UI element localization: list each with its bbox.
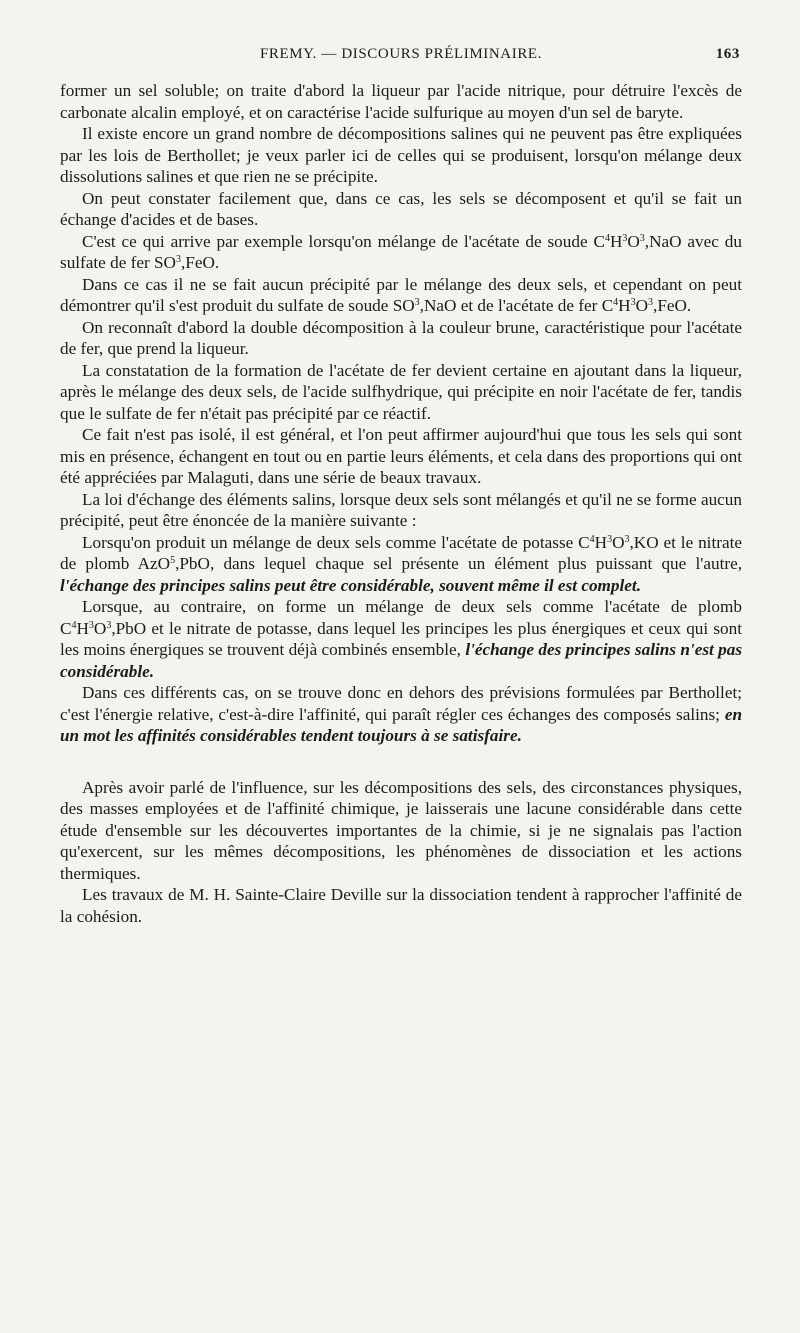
paragraph: Après avoir parlé de l'influence, sur les décompositions des sels, des circonstances physiques, des masses employées et de l'affinité chimique, je laisserais une lacune considérable dans cette étude d'ensemble sur les découvertes importantes de la chimie, si je ne signalais pas l'action qu'exercent, sur les mêmes décompositions, les phénomènes de dissociation et les actions thermiques. <box>60 777 742 883</box>
running-title: FREMY. — DISCOURS PRÉLIMINAIRE. <box>259 46 543 62</box>
paragraph: Lorsque, au contraire, on forme un mélange de deux sels comme l'acétate de plomb $C^4H^3O^3,PbO$ et le nitrate de potasse, dans lequel les principes les plus énergiques et ceux qui sont les moins énergiques se trouvent déjà combinés ensemble, l'échange des principes salins n'est pas considérable. <box>60 597 743 681</box>
paragraph: La constatation de la formation de l'acétate de fer devient certaine en ajoutant dans la liqueur, après le mélange des deux sels, de l'acide sulfhydrique, qui précipite en noir l'acétate de fer, tandis que le sulfate de fer n'était pas précipité par ce réactif. <box>60 360 742 423</box>
paragraph: former un sel soluble; on traite d'abord la liqueur par l'acide nitrique, pour détruire l'excès de carbonate alcalin employé, et on caractérise l'acide sulfurique au moyen d'un sel de baryte. <box>60 81 742 122</box>
paragraph: La loi d'échange des éléments salins, lorsque deux sels sont mélangés et qu'il ne se forme aucun précipité, peut être énoncée de la manière suivante : <box>60 489 742 530</box>
page-header <box>60 46 742 66</box>
paragraph: Dans ces différents cas, on se trouve donc en dehors des prévisions formulées par Berthollet; c'est l'énergie relative, c'est-à-dire l'affinité, qui paraît régler ces échanges des composés salins; en un mot les affinités considérables tendent toujours à se satisfaire. <box>60 683 742 745</box>
paragraph: Ce fait n'est pas isolé, il est général, et l'on peut affirmer aujourd'hui que tous les sels qui sont mis en présence, échangent en tout ou en partie leurs éléments, et cela dans des proportions qui ont été appréciées par Malaguti, dans une série de beaux travaux. <box>60 425 742 487</box>
emphasis: l'échange des principes salins n'est pas considérable. <box>60 640 743 681</box>
paragraph: Les travaux de M. H. Sainte-Claire Deville sur la dissociation tendent à rapprocher l'affinité de la cohésion. <box>60 885 742 926</box>
paragraph: On peut constater facilement que, dans ce cas, les sels se décomposent et qu'il se fait un échange d'acides et de bases. <box>60 188 742 229</box>
paragraph: Dans ce cas il ne se fait aucun précipité par le mélange des deux sels, et cependant on peut démontrer qu'il s'est produit du sulfate de soude $SO^3,NaO$ et de l'acétate de fer $C^4H^3O^3,FeO$. <box>60 274 742 315</box>
page-number: 163 <box>715 46 740 62</box>
paragraph: Lorsqu'on produit un mélange de deux sels comme l'acétate de potasse $C^4H^3O^3,KO$ et le nitrate de plomb AzO$^5$,PbO, dans lequel chaque sel présente un élément plus puissant que l'autre, l'échange des principes salins peut être considérable, souvent même il est complet. <box>60 532 742 595</box>
paragraph: Il existe encore un grand nombre de décompositions salines qui ne peuvent pas être expliquées par les lois de Berthollet; je veux parler ici de celles qui se produisent, lorsqu'on mélange deux dissolutions salines et que rien ne se précipite. <box>60 124 742 186</box>
emphasis: en un mot les affinités considérables tendent toujours à se satisfaire. <box>60 704 742 745</box>
paragraph: On reconnaît d'abord la double décomposition à la couleur brune, caractéristique pour l'acétate de fer, que prend la liqueur. <box>60 317 742 358</box>
body-text <box>60 80 742 927</box>
paragraph: C'est ce qui arrive par exemple lorsqu'on mélange de l'acétate de soude $C^4H^3O^3,NaO$ avec du sulfate de fer $SO^3,FeO$. <box>60 231 742 272</box>
emphasis: l'échange des principes salins peut être considérable, souvent même il est complet. <box>60 575 641 595</box>
